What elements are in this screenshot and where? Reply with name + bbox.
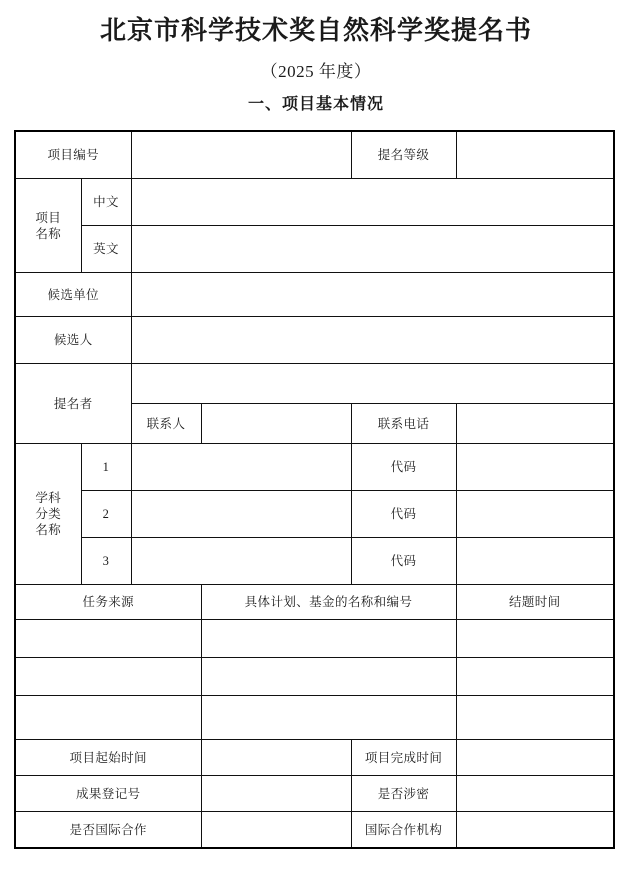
international-cooperation-value[interactable] bbox=[201, 812, 351, 849]
project-basic-info-form bbox=[14, 130, 618, 849]
table-row-task-entry bbox=[15, 620, 614, 658]
project-finish-value[interactable] bbox=[456, 740, 614, 776]
table-row-task-entry bbox=[15, 658, 614, 696]
discipline-index: 3 bbox=[81, 538, 131, 585]
table-row-discipline-3 bbox=[15, 538, 614, 585]
nominator-value[interactable] bbox=[131, 364, 614, 404]
project-start-label: 项目起始时间 bbox=[15, 740, 201, 776]
completion-time-value[interactable] bbox=[456, 658, 614, 696]
table-row-nominator bbox=[15, 364, 614, 404]
project-name-en-value[interactable] bbox=[131, 226, 614, 273]
project-name-cn-value[interactable] bbox=[131, 179, 614, 226]
plan-fund-value[interactable] bbox=[201, 620, 456, 658]
task-source-value[interactable] bbox=[15, 620, 201, 658]
plan-fund-header: 具体计划、基金的名称和编号 bbox=[201, 585, 456, 620]
discipline-index: 1 bbox=[81, 444, 131, 491]
discipline-name-value[interactable] bbox=[131, 444, 351, 491]
project-number-value[interactable] bbox=[131, 131, 351, 179]
achievement-registration-label: 成果登记号 bbox=[15, 776, 201, 812]
project-name-label-line2: 名称 bbox=[35, 226, 62, 241]
project-number-label: 项目编号 bbox=[15, 131, 131, 179]
candidate-unit-label: 候选单位 bbox=[15, 273, 131, 317]
nominator-label: 提名者 bbox=[15, 364, 131, 444]
international-cooperation-label: 是否国际合作 bbox=[15, 812, 201, 849]
project-name-label bbox=[15, 179, 81, 273]
table-row-task-source-header bbox=[15, 585, 614, 620]
project-name-label-line1: 项目 bbox=[35, 210, 62, 225]
discipline-code-label: 代码 bbox=[351, 444, 456, 491]
table-row-achievement bbox=[15, 776, 614, 812]
international-cooperation-org-value[interactable] bbox=[456, 812, 614, 849]
discipline-name-value[interactable] bbox=[131, 491, 351, 538]
page-title: 北京市科学技术奖自然科学奖提名书 bbox=[99, 16, 532, 45]
completion-time-value[interactable] bbox=[456, 696, 614, 740]
discipline-code-label: 代码 bbox=[351, 491, 456, 538]
table-row-project-name-en bbox=[15, 226, 614, 273]
candidate-person-value[interactable] bbox=[131, 317, 614, 364]
discipline-label-line1: 学科 bbox=[35, 491, 62, 505]
contact-person-value[interactable] bbox=[201, 404, 351, 444]
achievement-registration-value[interactable] bbox=[201, 776, 351, 812]
plan-fund-value[interactable] bbox=[201, 658, 456, 696]
international-cooperation-org-label: 国际合作机构 bbox=[351, 812, 456, 849]
project-name-cn-label: 中文 bbox=[81, 179, 131, 226]
table-row-candidate-person bbox=[15, 317, 614, 364]
task-source-value[interactable] bbox=[15, 696, 201, 740]
table-row-project-dates bbox=[15, 740, 614, 776]
completion-time-value[interactable] bbox=[456, 620, 614, 658]
table-row-project-name-cn bbox=[15, 179, 614, 226]
discipline-code-value[interactable] bbox=[456, 491, 614, 538]
discipline-index: 2 bbox=[81, 491, 131, 538]
section-heading: 一、项目基本情况 bbox=[247, 96, 384, 113]
is-secret-label: 是否涉密 bbox=[351, 776, 456, 812]
candidate-person-label: 候选人 bbox=[15, 317, 131, 364]
document-year-subtitle: （2025 年度） bbox=[260, 62, 372, 81]
table-row-international-cooperation bbox=[15, 812, 614, 849]
project-finish-label: 项目完成时间 bbox=[351, 740, 456, 776]
task-source-header: 任务来源 bbox=[15, 585, 201, 620]
table-row-candidate-unit bbox=[15, 273, 614, 317]
discipline-name-value[interactable] bbox=[131, 538, 351, 585]
contact-person-label: 联系人 bbox=[131, 404, 201, 444]
candidate-unit-value[interactable] bbox=[131, 273, 614, 317]
discipline-code-value[interactable] bbox=[456, 444, 614, 491]
project-name-en-label: 英文 bbox=[81, 226, 131, 273]
form-table bbox=[14, 130, 615, 849]
project-start-value[interactable] bbox=[201, 740, 351, 776]
completion-time-header: 结题时间 bbox=[456, 585, 614, 620]
discipline-code-label: 代码 bbox=[351, 538, 456, 585]
table-row-discipline-2 bbox=[15, 491, 614, 538]
table-row-project-number bbox=[15, 131, 614, 179]
contact-phone-label: 联系电话 bbox=[351, 404, 456, 444]
discipline-label-line3: 名称 bbox=[35, 523, 62, 537]
contact-phone-value[interactable] bbox=[456, 404, 614, 444]
discipline-code-value[interactable] bbox=[456, 538, 614, 585]
plan-fund-value[interactable] bbox=[201, 696, 456, 740]
task-source-value[interactable] bbox=[15, 658, 201, 696]
discipline-label-line2: 分类 bbox=[35, 507, 62, 521]
is-secret-value[interactable] bbox=[456, 776, 614, 812]
table-row-discipline-1 bbox=[15, 444, 614, 491]
nomination-level-value[interactable] bbox=[456, 131, 614, 179]
discipline-label bbox=[15, 444, 81, 585]
nomination-level-label: 提名等级 bbox=[351, 131, 456, 179]
table-row-task-entry bbox=[15, 696, 614, 740]
